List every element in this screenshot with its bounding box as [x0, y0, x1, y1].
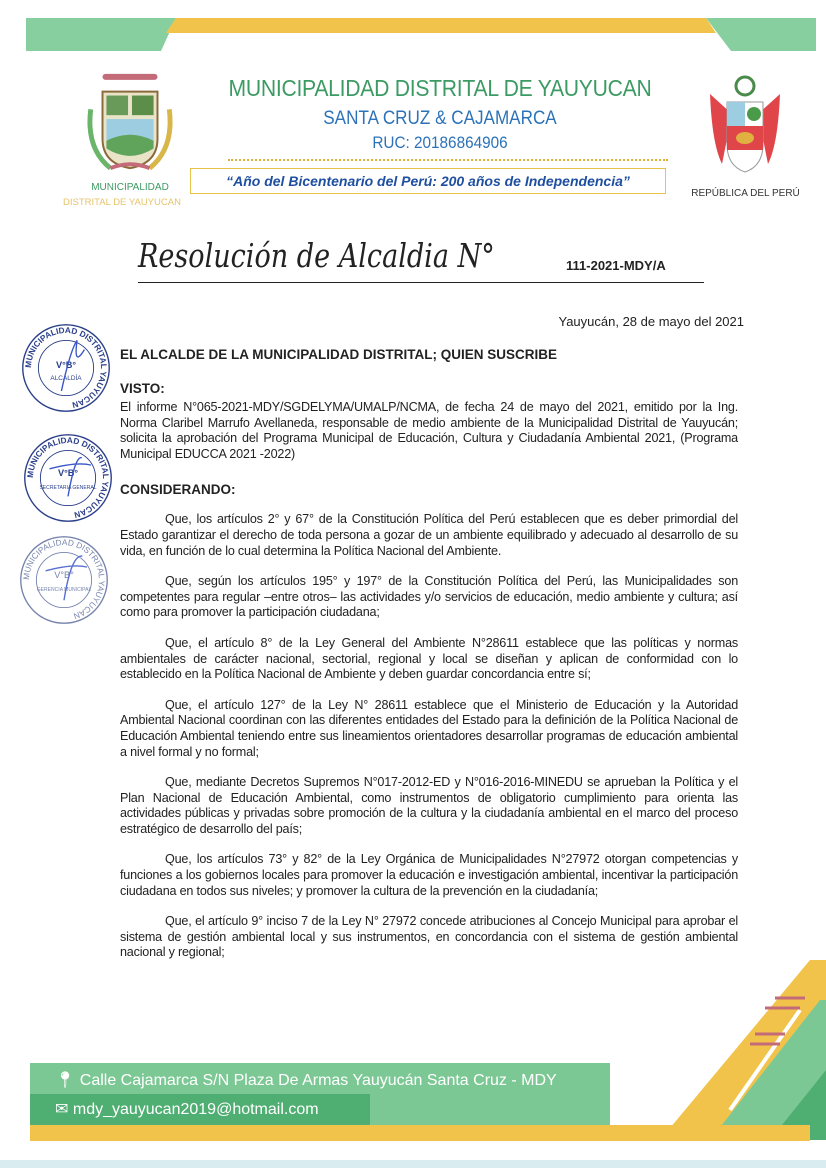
considerando-paragraph: Que, según los artículos 195° y 197° de la Constitución Política del Perú, las Municipalidades son competentes para regular –entre otros– las actividades y/o servicios de educación, medio ambiente y cultura; así como para promover la participación ciudadana;: [120, 574, 738, 620]
considerando-paragraph: Que, el artículo 9° inciso 7 de la Ley N° 27972 concede atribuciones al Concejo Municipal para aprobar el sistema de gestión ambiental local y sus instrumentos, en concordancia con el sistema de gestión ambiental nacional y regional;: [120, 914, 738, 960]
institution-ruc: RUC: 20186864906: [372, 133, 508, 152]
svg-text:V°B°: V°B°: [57, 468, 79, 479]
svg-text:V°B°: V°B°: [54, 570, 74, 581]
resolution-number: 111-2021-MDY/A: [566, 258, 666, 273]
issuer-heading: EL ALCALDE DE LA MUNICIPALIDAD DISTRITAL; QUIEN SUSCRIBE: [120, 347, 557, 362]
considerando-paragraph: Que, el artículo 127° de la Ley N° 28611 establece que el Ministerio de Educación y la Autoridad Ambiental Nacional coordinan con las diferentes entidades del Estado para la definición de la Política Nacional de Educación Ambiental teniendo entre sus lineamientos orientadores desarrollar programas de educación ambiental a nivel formal y no formal;: [120, 697, 738, 759]
footer-yellow-stripe: [30, 1125, 810, 1141]
svg-text:V°B°: V°B°: [55, 360, 77, 370]
svg-text:MUNICIPALIDAD DISTRITAL YAUYUC: MUNICIPALIDAD DISTRITAL YAUYUCAN: [21, 537, 107, 621]
municipal-logo: [80, 70, 180, 178]
footer-address: [55, 1070, 557, 1090]
visto-text: El informe N°065-2021-MDY/SGDELYMA/UMALP/NCMA, de fecha 24 de mayo del 2021, emitido por la Ing. Norma Claribel Marrufo Avellaneda, responsable de medio ambiente de la Municipalidad Distrital de Yauyucán; solicita la aprobación del Programa Municipal de Educación, Cultura y Ciudadanía Ambiental 2021, (Programa Municipal EDUCCA 2021 -2022): [120, 400, 738, 461]
considerando-paragraph: Que, mediante Decretos Supremos N°017-2012-ED y N°016-2016-MINEDU se aprueban la Política y el Plan Nacional de Educación Ambiental, como instrumentos de obligatorio cumplimiento para orienta las actividades públicas y privadas sobre promoción de la cultura y la ciudadanía ambiental en el marco del proceso estratégico de desarrollo del país;: [120, 775, 738, 836]
visto-heading: VISTO:: [120, 381, 165, 396]
resolution-title: Resolución de Alcaldia N°: [138, 236, 495, 275]
stamp-alcaldia: [20, 322, 112, 414]
logo-caption-municipalidad: MUNICIPALIDAD: [91, 182, 169, 193]
svg-text:ALCALDÍA: ALCALDÍA: [50, 374, 82, 382]
peru-coat-of-arms: [702, 74, 788, 178]
stamp-gerencia: [18, 534, 110, 626]
dotted-divider: [228, 159, 668, 161]
svg-text:GERENCIA MUNICIPAL: GERENCIA MUNICIPAL: [36, 587, 92, 594]
stamp-secretaria: [22, 432, 114, 524]
institution-name: MUNICIPALIDAD DISTRITAL DE YAUYUCAN: [228, 75, 652, 101]
considerando-heading: CONSIDERANDO:: [120, 482, 236, 498]
envelope-icon: ✉: [55, 1101, 69, 1118]
page-edge: [0, 1160, 826, 1168]
year-motto: “Año del Bicentenario del Perú: 200 años de Independencia”: [190, 168, 666, 194]
header-band: [26, 18, 816, 51]
email-text: mdy_yauyucan2019@hotmail.com: [72, 1101, 319, 1118]
considerando-paragraph: Que, el artículo 8° de la Ley General del Ambiente N°28611 establece que las políticas y normas ambientales de carácter nacional, sectorial, regional y local se diseñan y aplican de conformidad con lo establecido en la Política Nacional de Ambiente y deben guardar concordancia entre sí;: [120, 635, 738, 682]
svg-text:MUNICIPALIDAD DISTRITAL YAUYUC: MUNICIPALIDAD DISTRITAL YAUYUCAN: [23, 325, 109, 410]
address-text: Calle Cajamarca S/N Plaza De Armas Yauyucán Santa Cruz - MDY: [79, 1072, 557, 1089]
svg-text:SECRETARIA GENERAL: SECRETARIA GENERAL: [39, 485, 97, 492]
location-pin-icon: 📍︎: [55, 1072, 76, 1089]
svg-text:MUNICIPALIDAD DISTRITAL YAUYUC: MUNICIPALIDAD DISTRITAL YAUYUCAN: [25, 435, 111, 520]
document-date: Yauyucán, 28 de mayo del 2021: [558, 314, 744, 329]
considerando-paragraph: Que, los artículos 2° y 67° de la Constitución Política del Perú establecen que es deber primordial del Estado garantizar el derecho de toda persona a gozar de un ambiente equilibrado y adecuado al desarrollo de su vida, en función de lo cual determina la Política Nacional del Ambiente.: [120, 512, 738, 558]
republic-caption: REPÚBLICA DEL PERÚ: [691, 188, 800, 199]
document-body: [120, 347, 738, 976]
footer-email: [55, 1099, 319, 1119]
logo-caption-distrital: DISTRITAL DE YAUYUCAN: [63, 197, 181, 208]
considerando-paragraph: Que, los artículos 73° y 82° de la Ley Orgánica de Municipalidades N°27972 otorgan competencias y funciones a los gobiernos locales para promover la educación e investigación ambiental, incentivar la participación ciudadana en todos sus niveles; y promover la cultura de la prevención en la ciudadanía;: [120, 852, 738, 898]
title-underline: [138, 282, 704, 283]
institution-location: SANTA CRUZ & CAJAMARCA: [323, 108, 557, 129]
